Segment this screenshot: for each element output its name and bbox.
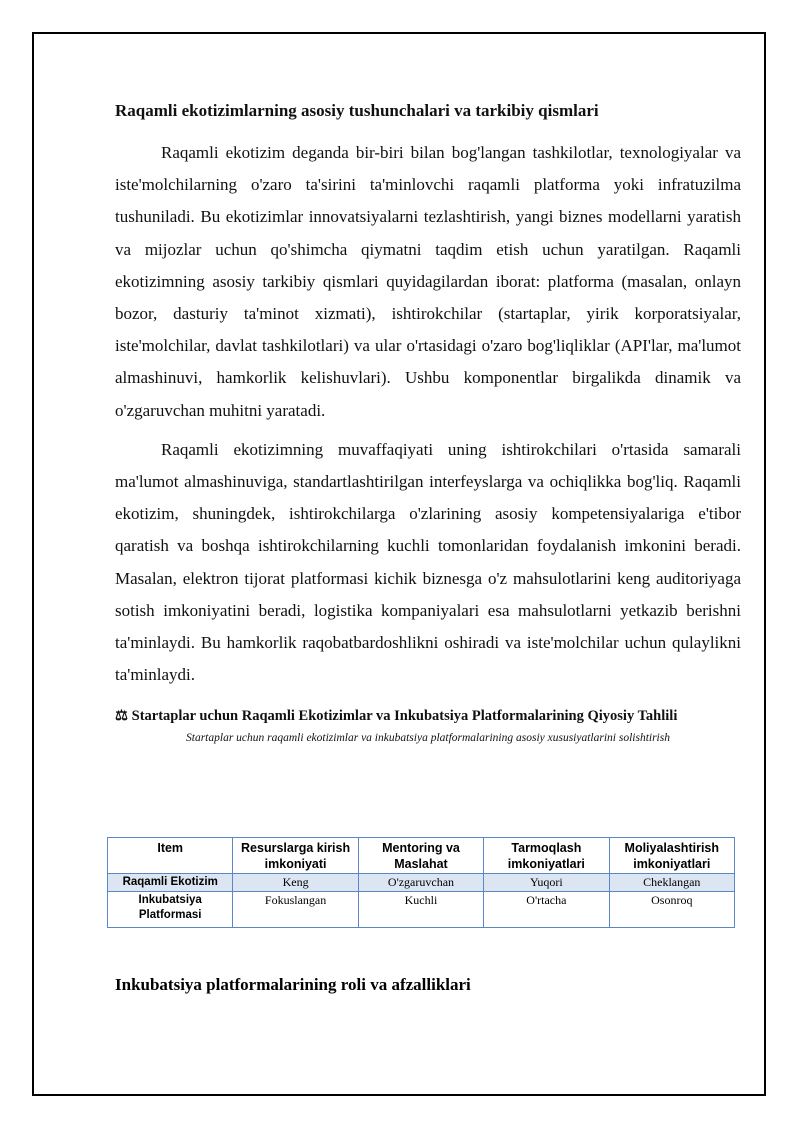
comparison-table <box>107 837 735 928</box>
table-cell: Fokuslangan <box>233 892 358 928</box>
table-cell: Osonroq <box>609 892 734 928</box>
body-paragraph: Raqamli ekotizimning muvaffaqiyati uning ishtirokchilari o'rtasida samarali ma'lumot almashinuviga, standartlashtirilgan interfeyslarga va ochiqlikka bog'liq. Raqamli ekotizim, shuningdek, ishtirokchilarga o'zlarining asosiy kompetensiyalariga e'tibor qaratish va boshqa ishtirokchilarning kuchli tomonlaridan foydalanish imkonini beradi. Masalan, elektron tijorat platformasi kichik biznesga o'z mahsulotlarini keng auditoriyaga sotish imkoniyatini beradi, logistika kompaniyalari esa mahsulotlarni yetkazib berishni ta'minlaydi. Bu hamkorlik raqobatbardoshlikni oshiradi va iste'molchilar uchun qulaylikni ta'minlaydi. <box>115 439 741 685</box>
table-title: ⚖ Startaplar uchun Raqamli Ekotizimlar va Inkubatsiya Platformalarining Qiyosiy Tahlili <box>115 708 678 725</box>
table-header-row <box>108 838 735 874</box>
section-heading: Raqamli ekotizimlarning asosiy tushunchalari va tarkibiy qismlari <box>115 101 599 120</box>
table-subtitle: Startaplar uchun raqamli ekotizimlar va inkubatsiya platformalarining asosiy xususiyatlarini solishtirish <box>186 732 670 745</box>
table-cell: O'rtacha <box>484 892 609 928</box>
page-content <box>115 95 741 746</box>
table-header-cell: Resurslarga kirish imkoniyati <box>233 838 358 874</box>
table-cell: O'zgaruvchan <box>358 874 483 892</box>
table-header-cell: Moliyalashtirish imkoniyatlari <box>609 838 734 874</box>
table-row <box>108 892 735 928</box>
table-cell: Yuqori <box>484 874 609 892</box>
table-header-cell: Mentoring va Maslahat <box>358 838 483 874</box>
table-cell: Cheklangan <box>609 874 734 892</box>
table-cell: Keng <box>233 874 358 892</box>
table-row-label: Raqamli Ekotizim <box>108 874 233 892</box>
table-cell: Kuchli <box>358 892 483 928</box>
table-header-cell: Tarmoqlash imkoniyatlari <box>484 838 609 874</box>
body-paragraph: Raqamli ekotizim deganda bir-biri bilan bog'langan tashkilotlar, texnologiyalar va iste'molchilarning o'zaro ta'sirini ta'minlovchi raqamli platforma yoki infratuzilma tushuniladi. Bu ekotizimlar innovatsiyalarni tezlashtirish, yangi biznes modellarni yaratish va mijozlar uchun qo'shimcha qiymatni taqdim etish uchun yaratilgan. Raqamli ekotizimning asosiy tarkibiy qismlari quyidagilardan iborat: platforma (masalan, onlayn bozor, dasturiy ta'minot xizmati), ishtirokchilar (startaplar, yirik korporatsiyalar, iste'molchilar, davlat tashkilotlari) va ular o'rtasidagi o'zaro bog'liqliklar (API'lar, ma'lumot almashinuvi, hamkorlik kelishuvlari). Ushbu komponentlar birgalikda dinamik va o'zgaruvchan muhitni yaratadi. <box>115 143 741 420</box>
table-row <box>108 874 735 892</box>
table-row-label: Inkubatsiya Platformasi <box>108 892 233 928</box>
section-heading: Inkubatsiya platformalarining roli va afzalliklari <box>115 975 471 994</box>
table-header-cell: Item <box>108 838 233 874</box>
